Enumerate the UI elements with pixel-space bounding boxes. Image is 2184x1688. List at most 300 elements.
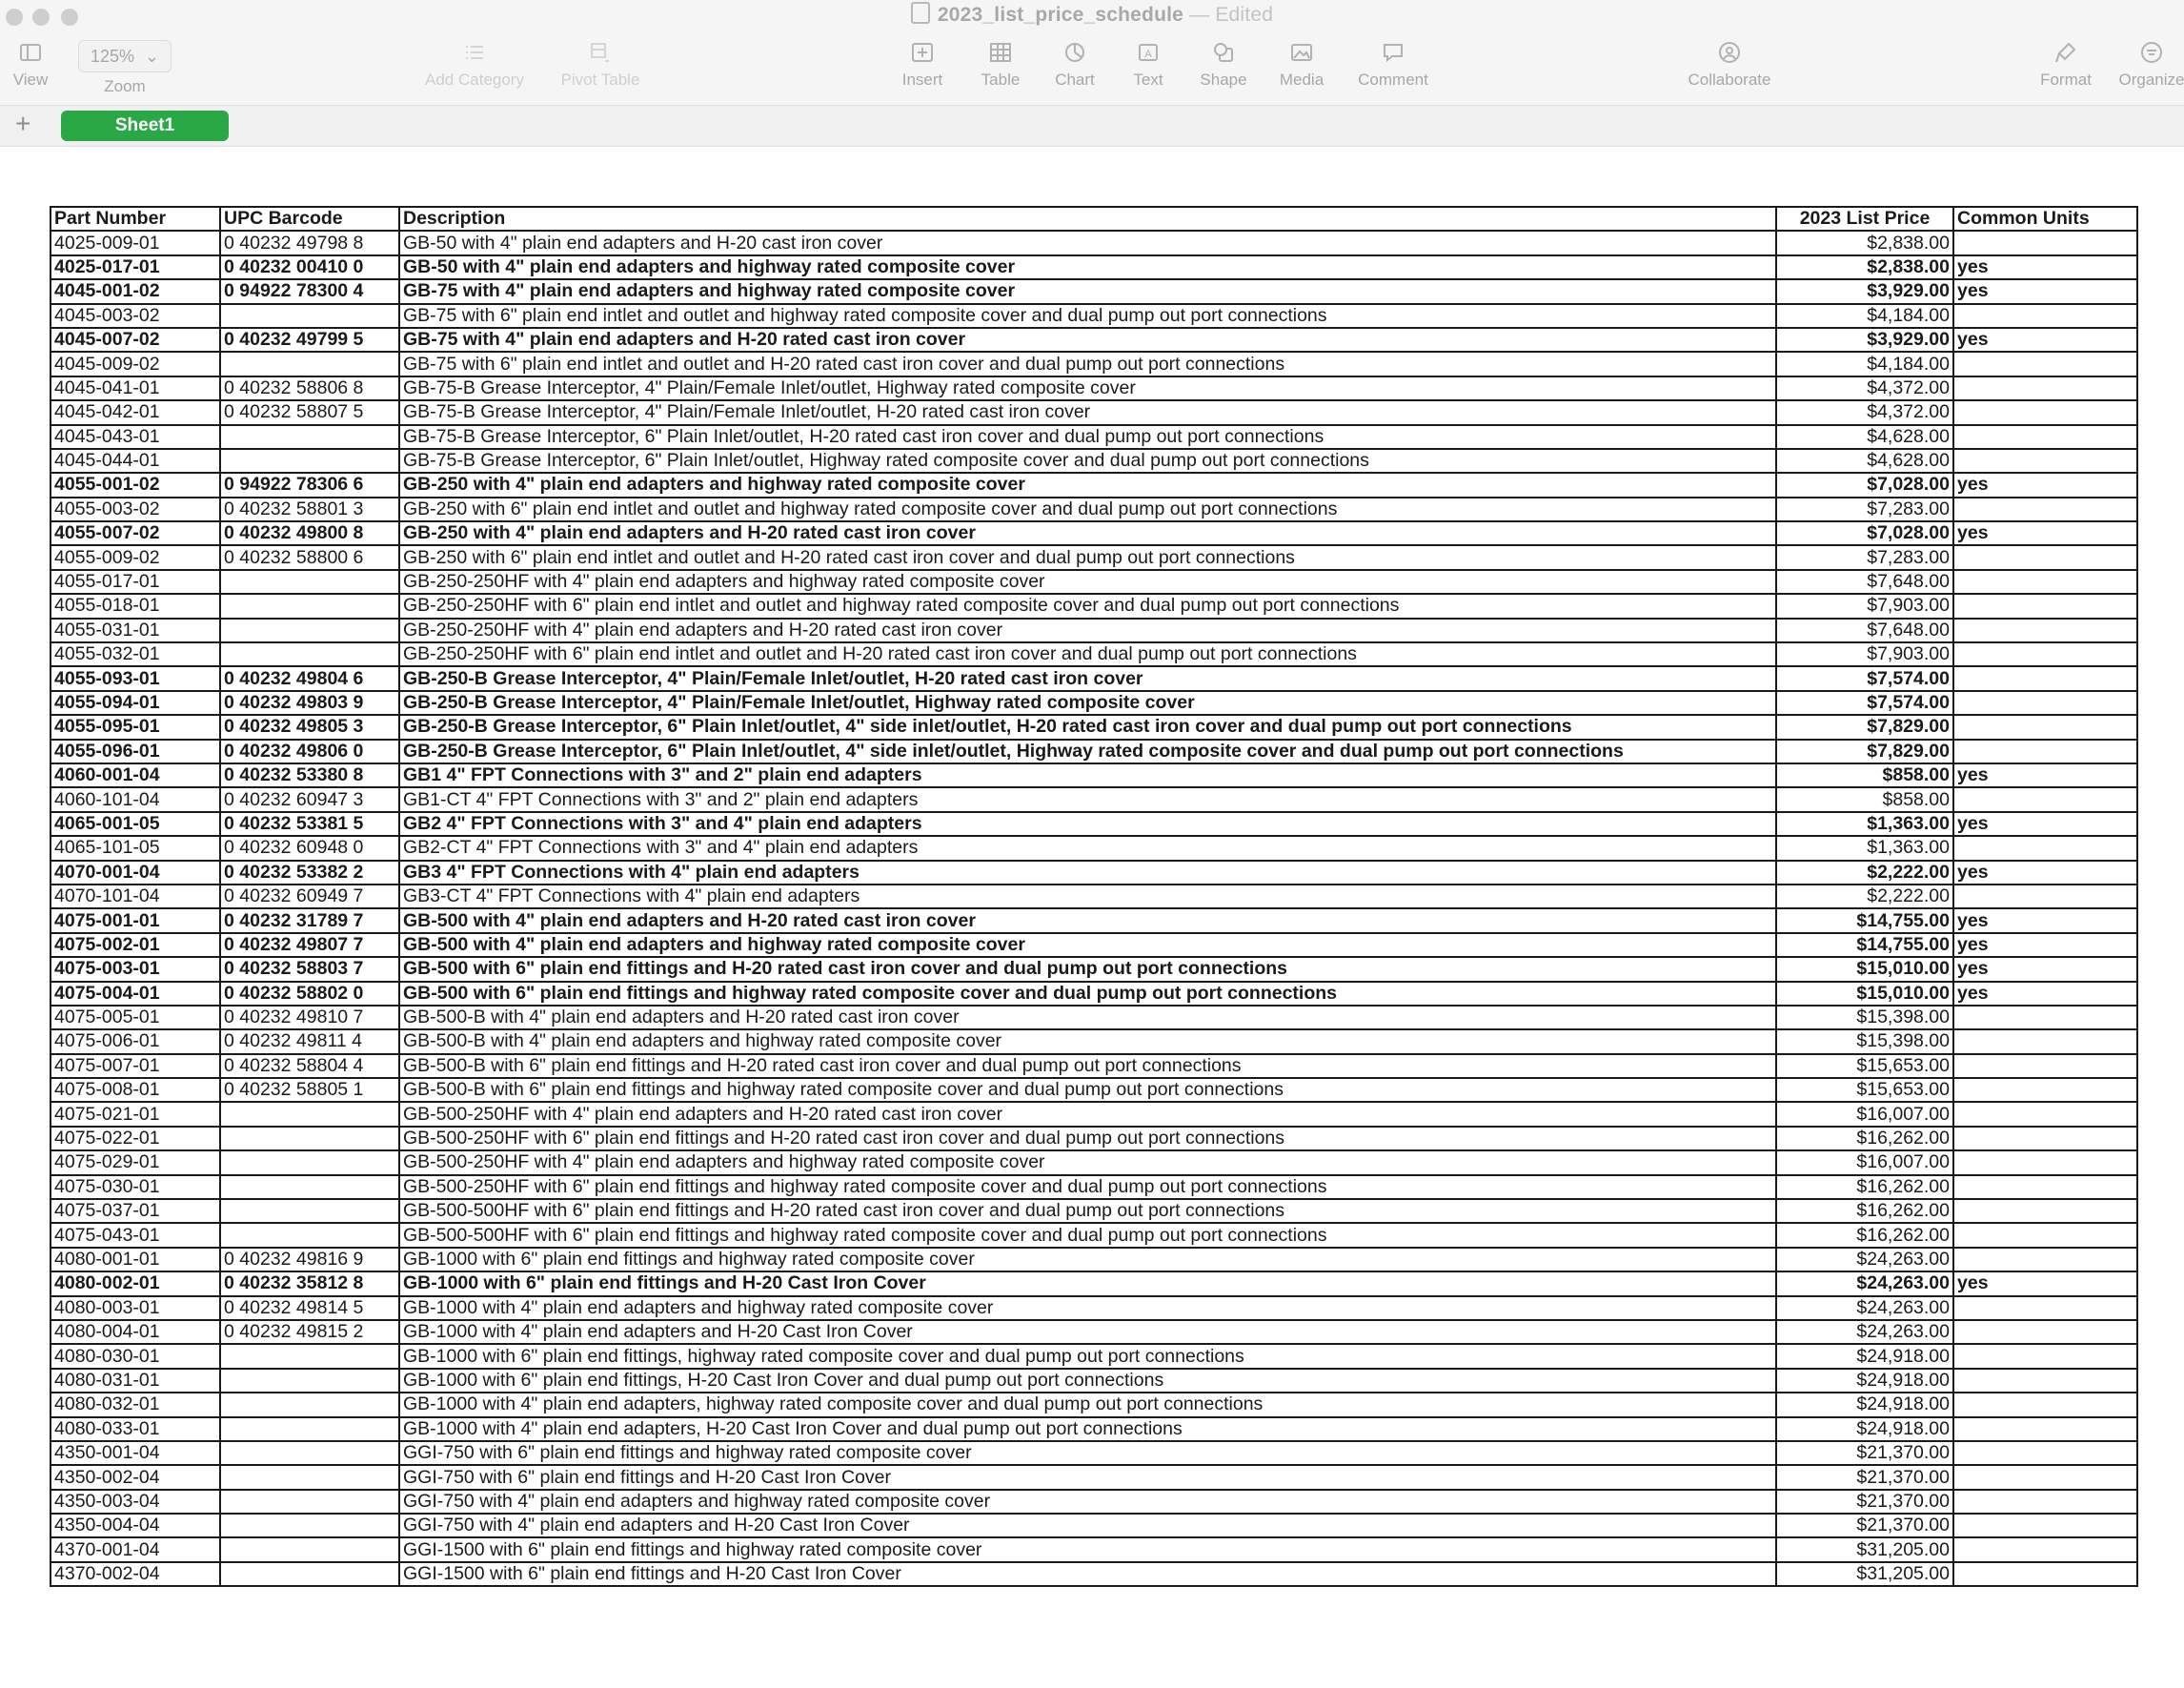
cell-description[interactable]: GB1-CT 4" FPT Connections with 3" and 2" plain end adapters bbox=[399, 787, 1776, 811]
cell-list-price[interactable]: $7,903.00 bbox=[1776, 642, 1953, 666]
zoom-select[interactable] bbox=[78, 40, 172, 72]
cell-list-price[interactable]: $31,205.00 bbox=[1776, 1562, 1953, 1586]
cell-common-units[interactable] bbox=[1953, 642, 2137, 666]
cell-description[interactable]: GB-250-250HF with 6" plain end intlet and outlet and H-20 rated cast iron cover and dual pump out port connections bbox=[399, 642, 1776, 666]
shape-button[interactable] bbox=[1195, 40, 1252, 90]
cell-description[interactable]: GB-1000 with 6" plain end fittings and highway rated composite cover bbox=[399, 1248, 1776, 1271]
cell-description[interactable]: GGI-750 with 4" plain end adapters and highway rated composite cover bbox=[399, 1490, 1776, 1514]
cell-common-units[interactable] bbox=[1953, 1490, 2137, 1514]
cell-common-units[interactable] bbox=[1953, 1150, 2137, 1174]
cell-common-units[interactable]: yes bbox=[1953, 521, 2137, 545]
cell-list-price[interactable]: $16,007.00 bbox=[1776, 1150, 1953, 1174]
cell-description[interactable]: GGI-750 with 6" plain end fittings and highway rated composite cover bbox=[399, 1441, 1776, 1465]
cell-list-price[interactable]: $858.00 bbox=[1776, 787, 1953, 811]
cell-common-units[interactable] bbox=[1953, 1344, 2137, 1368]
cell-list-price[interactable]: $15,010.00 bbox=[1776, 957, 1953, 981]
cell-upc-barcode[interactable]: 0 40232 58804 4 bbox=[220, 1054, 399, 1078]
cell-part-number[interactable]: 4075-002-01 bbox=[51, 933, 220, 957]
cell-part-number[interactable]: 4025-017-01 bbox=[51, 255, 220, 279]
cell-description[interactable]: GB-250-B Grease Interceptor, 6" Plain Inlet/outlet, 4" side inlet/outlet, H-20 rated cast iron cover and dual pump out port connections bbox=[399, 715, 1776, 739]
cell-common-units[interactable] bbox=[1953, 400, 2137, 424]
cell-description[interactable]: GB-50 with 4" plain end adapters and highway rated composite cover bbox=[399, 255, 1776, 279]
cell-description[interactable]: GB-1000 with 6" plain end fittings, highway rated composite cover and dual pump out port connections bbox=[399, 1344, 1776, 1368]
cell-list-price[interactable]: $31,205.00 bbox=[1776, 1537, 1953, 1561]
cell-list-price[interactable]: $7,829.00 bbox=[1776, 740, 1953, 763]
cell-description[interactable]: GB-250-250HF with 4" plain end adapters and H-20 rated cast iron cover bbox=[399, 619, 1776, 642]
cell-part-number[interactable]: 4080-002-01 bbox=[51, 1271, 220, 1295]
cell-common-units[interactable]: yes bbox=[1953, 933, 2137, 957]
cell-list-price[interactable]: $24,263.00 bbox=[1776, 1248, 1953, 1271]
header-part-number[interactable]: Part Number bbox=[51, 207, 220, 231]
table-button[interactable] bbox=[974, 40, 1027, 90]
cell-description[interactable]: GB3 4" FPT Connections with 4" plain end adapters bbox=[399, 861, 1776, 885]
cell-list-price[interactable]: $4,184.00 bbox=[1776, 352, 1953, 376]
cell-upc-barcode[interactable]: 0 40232 58805 1 bbox=[220, 1078, 399, 1102]
cell-upc-barcode[interactable]: 0 40232 49798 8 bbox=[220, 231, 399, 254]
cell-list-price[interactable]: $3,929.00 bbox=[1776, 279, 1953, 303]
cell-description[interactable]: GB-75 with 4" plain end adapters and highway rated composite cover bbox=[399, 279, 1776, 303]
cell-list-price[interactable]: $24,918.00 bbox=[1776, 1393, 1953, 1416]
cell-list-price[interactable]: $2,222.00 bbox=[1776, 885, 1953, 908]
cell-common-units[interactable]: yes bbox=[1953, 763, 2137, 787]
cell-part-number[interactable]: 4045-044-01 bbox=[51, 449, 220, 473]
cell-list-price[interactable]: $16,262.00 bbox=[1776, 1223, 1953, 1247]
cell-list-price[interactable]: $24,263.00 bbox=[1776, 1296, 1953, 1320]
cell-list-price[interactable]: $24,918.00 bbox=[1776, 1417, 1953, 1441]
media-button[interactable] bbox=[1275, 40, 1328, 90]
cell-list-price[interactable]: $15,653.00 bbox=[1776, 1054, 1953, 1078]
cell-list-price[interactable]: $4,372.00 bbox=[1776, 400, 1953, 424]
cell-list-price[interactable]: $4,628.00 bbox=[1776, 449, 1953, 473]
cell-part-number[interactable]: 4075-037-01 bbox=[51, 1199, 220, 1223]
cell-description[interactable]: GB-1000 with 6" plain end fittings, H-20 Cast Iron Cover and dual pump out port connections bbox=[399, 1369, 1776, 1393]
cell-common-units[interactable]: yes bbox=[1953, 982, 2137, 1006]
cell-description[interactable]: GB-1000 with 4" plain end adapters and highway rated composite cover bbox=[399, 1296, 1776, 1320]
cell-part-number[interactable]: 4055-017-01 bbox=[51, 570, 220, 594]
cell-upc-barcode[interactable]: 0 40232 60947 3 bbox=[220, 787, 399, 811]
cell-common-units[interactable] bbox=[1953, 1320, 2137, 1344]
cell-common-units[interactable] bbox=[1953, 1393, 2137, 1416]
cell-description[interactable]: GGI-1500 with 6" plain end fittings and highway rated composite cover bbox=[399, 1537, 1776, 1561]
cell-list-price[interactable]: $7,283.00 bbox=[1776, 498, 1953, 521]
cell-upc-barcode[interactable] bbox=[220, 1393, 399, 1416]
cell-common-units[interactable] bbox=[1953, 1248, 2137, 1271]
cell-upc-barcode[interactable]: 0 40232 49810 7 bbox=[220, 1006, 399, 1029]
cell-common-units[interactable] bbox=[1953, 1514, 2137, 1537]
cell-upc-barcode[interactable] bbox=[220, 1490, 399, 1514]
cell-upc-barcode[interactable] bbox=[220, 1537, 399, 1561]
cell-common-units[interactable] bbox=[1953, 1054, 2137, 1078]
cell-description[interactable]: GB2-CT 4" FPT Connections with 3" and 4" plain end adapters bbox=[399, 836, 1776, 860]
cell-upc-barcode[interactable]: 0 40232 53380 8 bbox=[220, 763, 399, 787]
cell-common-units[interactable]: yes bbox=[1953, 1271, 2137, 1295]
cell-list-price[interactable]: $16,262.00 bbox=[1776, 1127, 1953, 1150]
format-button[interactable] bbox=[2033, 40, 2098, 90]
cell-part-number[interactable]: 4075-022-01 bbox=[51, 1127, 220, 1150]
cell-upc-barcode[interactable]: 0 40232 58806 8 bbox=[220, 376, 399, 400]
cell-upc-barcode[interactable]: 0 40232 58802 0 bbox=[220, 982, 399, 1006]
cell-upc-barcode[interactable] bbox=[220, 304, 399, 328]
cell-upc-barcode[interactable]: 0 40232 49816 9 bbox=[220, 1248, 399, 1271]
cell-upc-barcode[interactable]: 0 40232 58801 3 bbox=[220, 498, 399, 521]
cell-part-number[interactable]: 4065-101-05 bbox=[51, 836, 220, 860]
collaborate-button[interactable] bbox=[1679, 40, 1780, 90]
cell-part-number[interactable]: 4045-001-02 bbox=[51, 279, 220, 303]
cell-upc-barcode[interactable] bbox=[220, 1175, 399, 1199]
cell-list-price[interactable]: $7,028.00 bbox=[1776, 473, 1953, 497]
cell-upc-barcode[interactable]: 0 40232 31789 7 bbox=[220, 908, 399, 932]
cell-description[interactable]: GGI-750 with 4" plain end adapters and H-20 Cast Iron Cover bbox=[399, 1514, 1776, 1537]
cell-list-price[interactable]: $24,263.00 bbox=[1776, 1271, 1953, 1295]
cell-list-price[interactable]: $3,929.00 bbox=[1776, 328, 1953, 352]
cell-description[interactable]: GB-1000 with 6" plain end fittings and H-20 Cast Iron Cover bbox=[399, 1271, 1776, 1295]
cell-upc-barcode[interactable] bbox=[220, 1441, 399, 1465]
cell-part-number[interactable]: 4080-003-01 bbox=[51, 1296, 220, 1320]
cell-description[interactable]: GB-250 with 4" plain end adapters and highway rated composite cover bbox=[399, 473, 1776, 497]
cell-common-units[interactable] bbox=[1953, 231, 2137, 254]
cell-part-number[interactable]: 4350-003-04 bbox=[51, 1490, 220, 1514]
cell-upc-barcode[interactable] bbox=[220, 1150, 399, 1174]
cell-description[interactable]: GB-75-B Grease Interceptor, 6" Plain Inlet/outlet, Highway rated composite cover and dual pump out port connections bbox=[399, 449, 1776, 473]
cell-part-number[interactable]: 4025-009-01 bbox=[51, 231, 220, 254]
cell-part-number[interactable]: 4060-101-04 bbox=[51, 787, 220, 811]
cell-description[interactable]: GB-250 with 4" plain end adapters and H-20 rated cast iron cover bbox=[399, 521, 1776, 545]
cell-common-units[interactable] bbox=[1953, 570, 2137, 594]
cell-common-units[interactable]: yes bbox=[1953, 861, 2137, 885]
cell-part-number[interactable]: 4350-004-04 bbox=[51, 1514, 220, 1537]
cell-common-units[interactable] bbox=[1953, 1029, 2137, 1053]
cell-upc-barcode[interactable] bbox=[220, 1369, 399, 1393]
cell-upc-barcode[interactable]: 0 40232 49805 3 bbox=[220, 715, 399, 739]
cell-common-units[interactable] bbox=[1953, 691, 2137, 715]
cell-part-number[interactable]: 4075-043-01 bbox=[51, 1223, 220, 1247]
cell-part-number[interactable]: 4055-031-01 bbox=[51, 619, 220, 642]
cell-part-number[interactable]: 4055-096-01 bbox=[51, 740, 220, 763]
cell-description[interactable]: GB-500-500HF with 6" plain end fittings and H-20 rated cast iron cover and dual pump out port connections bbox=[399, 1199, 1776, 1223]
cell-description[interactable]: GB-75-B Grease Interceptor, 6" Plain Inlet/outlet, H-20 rated cast iron cover and dual pump out port connections bbox=[399, 425, 1776, 449]
cell-list-price[interactable]: $21,370.00 bbox=[1776, 1514, 1953, 1537]
cell-part-number[interactable]: 4080-031-01 bbox=[51, 1369, 220, 1393]
cell-upc-barcode[interactable]: 0 40232 60948 0 bbox=[220, 836, 399, 860]
cell-part-number[interactable]: 4045-042-01 bbox=[51, 400, 220, 424]
cell-common-units[interactable] bbox=[1953, 1465, 2137, 1489]
cell-upc-barcode[interactable]: 0 40232 58800 6 bbox=[220, 545, 399, 569]
cell-common-units[interactable]: yes bbox=[1953, 812, 2137, 836]
cell-common-units[interactable] bbox=[1953, 885, 2137, 908]
cell-part-number[interactable]: 4350-001-04 bbox=[51, 1441, 220, 1465]
cell-upc-barcode[interactable]: 0 94922 78306 6 bbox=[220, 473, 399, 497]
cell-part-number[interactable]: 4055-095-01 bbox=[51, 715, 220, 739]
cell-part-number[interactable]: 4350-002-04 bbox=[51, 1465, 220, 1489]
cell-common-units[interactable] bbox=[1953, 715, 2137, 739]
cell-description[interactable]: GB-75-B Grease Interceptor, 4" Plain/Female Inlet/outlet, H-20 rated cast iron cover bbox=[399, 400, 1776, 424]
cell-list-price[interactable]: $7,574.00 bbox=[1776, 666, 1953, 690]
price-table[interactable] bbox=[50, 206, 2138, 1587]
cell-description[interactable]: GB-250-250HF with 6" plain end intlet and outlet and highway rated composite cover and dual pump out port connections bbox=[399, 594, 1776, 618]
cell-description[interactable]: GB-250-B Grease Interceptor, 4" Plain/Female Inlet/outlet, Highway rated composite cover bbox=[399, 691, 1776, 715]
cell-part-number[interactable]: 4070-101-04 bbox=[51, 885, 220, 908]
cell-part-number[interactable]: 4075-021-01 bbox=[51, 1102, 220, 1126]
cell-common-units[interactable] bbox=[1953, 787, 2137, 811]
cell-upc-barcode[interactable] bbox=[220, 570, 399, 594]
cell-part-number[interactable]: 4075-008-01 bbox=[51, 1078, 220, 1102]
cell-list-price[interactable]: $16,262.00 bbox=[1776, 1175, 1953, 1199]
cell-upc-barcode[interactable]: 0 40232 49804 6 bbox=[220, 666, 399, 690]
cell-description[interactable]: GB-500-250HF with 6" plain end fittings and highway rated composite cover and dual pump out port connections bbox=[399, 1175, 1776, 1199]
cell-common-units[interactable] bbox=[1953, 425, 2137, 449]
cell-part-number[interactable]: 4055-093-01 bbox=[51, 666, 220, 690]
organize-button[interactable] bbox=[2113, 40, 2184, 90]
cell-list-price[interactable]: $7,283.00 bbox=[1776, 545, 1953, 569]
cell-list-price[interactable]: $15,010.00 bbox=[1776, 982, 1953, 1006]
cell-description[interactable]: GB-500-B with 6" plain end fittings and H-20 rated cast iron cover and dual pump out port connections bbox=[399, 1054, 1776, 1078]
cell-upc-barcode[interactable]: 0 40232 00410 0 bbox=[220, 255, 399, 279]
cell-description[interactable]: GB-500-500HF with 6" plain end fittings and highway rated composite cover and dual pump out port connections bbox=[399, 1223, 1776, 1247]
cell-description[interactable]: GB-500-250HF with 6" plain end fittings and H-20 rated cast iron cover and dual pump out port connections bbox=[399, 1127, 1776, 1150]
cell-upc-barcode[interactable]: 0 40232 49814 5 bbox=[220, 1296, 399, 1320]
cell-common-units[interactable] bbox=[1953, 1127, 2137, 1150]
pivot-table-button[interactable] bbox=[553, 40, 648, 90]
cell-list-price[interactable]: $24,918.00 bbox=[1776, 1344, 1953, 1368]
cell-upc-barcode[interactable] bbox=[220, 1344, 399, 1368]
cell-list-price[interactable]: $7,648.00 bbox=[1776, 619, 1953, 642]
cell-upc-barcode[interactable] bbox=[220, 1562, 399, 1586]
cell-upc-barcode[interactable] bbox=[220, 449, 399, 473]
cell-common-units[interactable] bbox=[1953, 376, 2137, 400]
header-description[interactable]: Description bbox=[399, 207, 1776, 231]
cell-upc-barcode[interactable] bbox=[220, 1417, 399, 1441]
cell-upc-barcode[interactable] bbox=[220, 594, 399, 618]
cell-common-units[interactable]: yes bbox=[1953, 473, 2137, 497]
cell-description[interactable]: GB-500-250HF with 4" plain end adapters and highway rated composite cover bbox=[399, 1150, 1776, 1174]
cell-common-units[interactable] bbox=[1953, 1562, 2137, 1586]
cell-description[interactable]: GGI-750 with 6" plain end fittings and H-20 Cast Iron Cover bbox=[399, 1465, 1776, 1489]
header-upc-barcode[interactable]: UPC Barcode bbox=[220, 207, 399, 231]
cell-upc-barcode[interactable]: 0 40232 49811 4 bbox=[220, 1029, 399, 1053]
cell-list-price[interactable]: $4,184.00 bbox=[1776, 304, 1953, 328]
cell-part-number[interactable]: 4075-005-01 bbox=[51, 1006, 220, 1029]
cell-description[interactable]: GB-500 with 6" plain end fittings and highway rated composite cover and dual pump out port connections bbox=[399, 982, 1776, 1006]
cell-description[interactable]: GB-500-B with 6" plain end fittings and highway rated composite cover and dual pump out port connections bbox=[399, 1078, 1776, 1102]
cell-description[interactable]: GB-500 with 4" plain end adapters and H-20 rated cast iron cover bbox=[399, 908, 1776, 932]
cell-upc-barcode[interactable]: 0 40232 58807 5 bbox=[220, 400, 399, 424]
cell-part-number[interactable]: 4055-094-01 bbox=[51, 691, 220, 715]
cell-upc-barcode[interactable] bbox=[220, 1465, 399, 1489]
cell-common-units[interactable] bbox=[1953, 1102, 2137, 1126]
cell-common-units[interactable] bbox=[1953, 594, 2137, 618]
cell-description[interactable]: GB2 4" FPT Connections with 3" and 4" plain end adapters bbox=[399, 812, 1776, 836]
cell-upc-barcode[interactable] bbox=[220, 1223, 399, 1247]
text-button[interactable] bbox=[1124, 40, 1172, 90]
cell-upc-barcode[interactable]: 0 40232 49800 8 bbox=[220, 521, 399, 545]
cell-description[interactable]: GB-500 with 4" plain end adapters and highway rated composite cover bbox=[399, 933, 1776, 957]
cell-list-price[interactable]: $1,363.00 bbox=[1776, 812, 1953, 836]
cell-part-number[interactable]: 4075-004-01 bbox=[51, 982, 220, 1006]
cell-common-units[interactable] bbox=[1953, 352, 2137, 376]
cell-description[interactable]: GB-75-B Grease Interceptor, 4" Plain/Female Inlet/outlet, Highway rated composite cover bbox=[399, 376, 1776, 400]
cell-upc-barcode[interactable] bbox=[220, 1102, 399, 1126]
cell-common-units[interactable] bbox=[1953, 1537, 2137, 1561]
cell-description[interactable]: GB-500-B with 4" plain end adapters and highway rated composite cover bbox=[399, 1029, 1776, 1053]
cell-upc-barcode[interactable] bbox=[220, 1514, 399, 1537]
cell-common-units[interactable] bbox=[1953, 740, 2137, 763]
cell-part-number[interactable]: 4080-033-01 bbox=[51, 1417, 220, 1441]
cell-description[interactable]: GGI-1500 with 6" plain end fittings and H-20 Cast Iron Cover bbox=[399, 1562, 1776, 1586]
cell-part-number[interactable]: 4070-001-04 bbox=[51, 861, 220, 885]
cell-upc-barcode[interactable] bbox=[220, 1199, 399, 1223]
cell-common-units[interactable] bbox=[1953, 545, 2137, 569]
cell-upc-barcode[interactable]: 0 40232 53381 5 bbox=[220, 812, 399, 836]
cell-list-price[interactable]: $15,398.00 bbox=[1776, 1029, 1953, 1053]
cell-common-units[interactable]: yes bbox=[1953, 957, 2137, 981]
cell-part-number[interactable]: 4045-007-02 bbox=[51, 328, 220, 352]
header-common-units[interactable]: Common Units bbox=[1953, 207, 2137, 231]
cell-part-number[interactable]: 4370-001-04 bbox=[51, 1537, 220, 1561]
cell-part-number[interactable]: 4045-003-02 bbox=[51, 304, 220, 328]
cell-part-number[interactable]: 4045-041-01 bbox=[51, 376, 220, 400]
cell-common-units[interactable]: yes bbox=[1953, 279, 2137, 303]
cell-list-price[interactable]: $16,262.00 bbox=[1776, 1199, 1953, 1223]
cell-upc-barcode[interactable] bbox=[220, 642, 399, 666]
cell-upc-barcode[interactable] bbox=[220, 1127, 399, 1150]
cell-part-number[interactable]: 4075-006-01 bbox=[51, 1029, 220, 1053]
cell-upc-barcode[interactable]: 0 94922 78300 4 bbox=[220, 279, 399, 303]
cell-upc-barcode[interactable]: 0 40232 35812 8 bbox=[220, 1271, 399, 1295]
cell-part-number[interactable]: 4065-001-05 bbox=[51, 812, 220, 836]
cell-list-price[interactable]: $7,829.00 bbox=[1776, 715, 1953, 739]
cell-part-number[interactable]: 4055-001-02 bbox=[51, 473, 220, 497]
cell-list-price[interactable]: $858.00 bbox=[1776, 763, 1953, 787]
cell-upc-barcode[interactable]: 0 40232 60949 7 bbox=[220, 885, 399, 908]
cell-common-units[interactable]: yes bbox=[1953, 255, 2137, 279]
cell-part-number[interactable]: 4075-001-01 bbox=[51, 908, 220, 932]
cell-list-price[interactable]: $4,628.00 bbox=[1776, 425, 1953, 449]
cell-description[interactable]: GB-1000 with 4" plain end adapters and H-20 Cast Iron Cover bbox=[399, 1320, 1776, 1344]
cell-list-price[interactable]: $21,370.00 bbox=[1776, 1465, 1953, 1489]
cell-description[interactable]: GB-250 with 6" plain end intlet and outlet and H-20 rated cast iron cover and dual pump out port connections bbox=[399, 545, 1776, 569]
cell-part-number[interactable]: 4055-032-01 bbox=[51, 642, 220, 666]
cell-common-units[interactable]: yes bbox=[1953, 328, 2137, 352]
cell-part-number[interactable]: 4055-009-02 bbox=[51, 545, 220, 569]
cell-part-number[interactable]: 4055-007-02 bbox=[51, 521, 220, 545]
cell-list-price[interactable]: $1,363.00 bbox=[1776, 836, 1953, 860]
insert-button[interactable] bbox=[896, 40, 949, 90]
cell-list-price[interactable]: $24,263.00 bbox=[1776, 1320, 1953, 1344]
cell-part-number[interactable]: 4370-002-04 bbox=[51, 1562, 220, 1586]
cell-common-units[interactable] bbox=[1953, 1006, 2137, 1029]
cell-description[interactable]: GB-75 with 6" plain end intlet and outlet and H-20 rated cast iron cover and dual pump out port connections bbox=[399, 352, 1776, 376]
cell-description[interactable]: GB-75 with 4" plain end adapters and H-20 rated cast iron cover bbox=[399, 328, 1776, 352]
cell-description[interactable]: GB-250-B Grease Interceptor, 4" Plain/Female Inlet/outlet, H-20 rated cast iron cover bbox=[399, 666, 1776, 690]
cell-part-number[interactable]: 4075-029-01 bbox=[51, 1150, 220, 1174]
cell-description[interactable]: GB-500-B with 4" plain end adapters and H-20 rated cast iron cover bbox=[399, 1006, 1776, 1029]
cell-description[interactable]: GB-1000 with 4" plain end adapters, highway rated composite cover and dual pump out port connections bbox=[399, 1393, 1776, 1416]
cell-common-units[interactable] bbox=[1953, 836, 2137, 860]
cell-common-units[interactable] bbox=[1953, 304, 2137, 328]
cell-common-units[interactable] bbox=[1953, 1417, 2137, 1441]
cell-part-number[interactable]: 4075-007-01 bbox=[51, 1054, 220, 1078]
cell-list-price[interactable]: $21,370.00 bbox=[1776, 1441, 1953, 1465]
cell-list-price[interactable]: $15,398.00 bbox=[1776, 1006, 1953, 1029]
cell-list-price[interactable]: $2,838.00 bbox=[1776, 231, 1953, 254]
cell-common-units[interactable] bbox=[1953, 619, 2137, 642]
cell-description[interactable]: GB-250-B Grease Interceptor, 6" Plain Inlet/outlet, 4" side inlet/outlet, Highway rated composite cover and dual pump out port connections bbox=[399, 740, 1776, 763]
cell-upc-barcode[interactable]: 0 40232 49806 0 bbox=[220, 740, 399, 763]
cell-part-number[interactable]: 4080-030-01 bbox=[51, 1344, 220, 1368]
header-list-price[interactable]: 2023 List Price bbox=[1776, 207, 1953, 231]
cell-list-price[interactable]: $24,918.00 bbox=[1776, 1369, 1953, 1393]
cell-common-units[interactable] bbox=[1953, 1199, 2137, 1223]
cell-description[interactable]: GB-75 with 6" plain end intlet and outlet and highway rated composite cover and dual pump out port connections bbox=[399, 304, 1776, 328]
cell-common-units[interactable] bbox=[1953, 1296, 2137, 1320]
comment-button[interactable] bbox=[1351, 40, 1435, 90]
cell-part-number[interactable]: 4055-018-01 bbox=[51, 594, 220, 618]
cell-description[interactable]: GB-250-250HF with 4" plain end adapters and highway rated composite cover bbox=[399, 570, 1776, 594]
view-button[interactable] bbox=[8, 40, 53, 90]
cell-common-units[interactable] bbox=[1953, 666, 2137, 690]
cell-common-units[interactable] bbox=[1953, 1175, 2137, 1199]
cell-common-units[interactable] bbox=[1953, 449, 2137, 473]
cell-upc-barcode[interactable] bbox=[220, 425, 399, 449]
cell-description[interactable]: GB-1000 with 4" plain end adapters, H-20 Cast Iron Cover and dual pump out port connections bbox=[399, 1417, 1776, 1441]
cell-list-price[interactable]: $7,903.00 bbox=[1776, 594, 1953, 618]
add-category-button[interactable] bbox=[415, 40, 534, 90]
cell-upc-barcode[interactable]: 0 40232 58803 7 bbox=[220, 957, 399, 981]
cell-common-units[interactable] bbox=[1953, 498, 2137, 521]
cell-upc-barcode[interactable] bbox=[220, 619, 399, 642]
cell-upc-barcode[interactable]: 0 40232 53382 2 bbox=[220, 861, 399, 885]
sheet-tab-sheet1[interactable]: Sheet1 bbox=[61, 111, 229, 141]
cell-list-price[interactable]: $21,370.00 bbox=[1776, 1490, 1953, 1514]
cell-upc-barcode[interactable] bbox=[220, 352, 399, 376]
cell-part-number[interactable]: 4080-004-01 bbox=[51, 1320, 220, 1344]
cell-list-price[interactable]: $14,755.00 bbox=[1776, 908, 1953, 932]
cell-list-price[interactable]: $7,574.00 bbox=[1776, 691, 1953, 715]
add-sheet-button[interactable]: + bbox=[15, 109, 31, 138]
cell-list-price[interactable]: $15,653.00 bbox=[1776, 1078, 1953, 1102]
cell-upc-barcode[interactable]: 0 40232 49807 7 bbox=[220, 933, 399, 957]
cell-list-price[interactable]: $16,007.00 bbox=[1776, 1102, 1953, 1126]
cell-common-units[interactable] bbox=[1953, 1369, 2137, 1393]
cell-upc-barcode[interactable]: 0 40232 49799 5 bbox=[220, 328, 399, 352]
cell-common-units[interactable]: yes bbox=[1953, 908, 2137, 932]
cell-description[interactable]: GB3-CT 4" FPT Connections with 4" plain end adapters bbox=[399, 885, 1776, 908]
cell-list-price[interactable]: $4,372.00 bbox=[1776, 376, 1953, 400]
cell-common-units[interactable] bbox=[1953, 1078, 2137, 1102]
cell-part-number[interactable]: 4045-009-02 bbox=[51, 352, 220, 376]
cell-part-number[interactable]: 4075-003-01 bbox=[51, 957, 220, 981]
cell-description[interactable]: GB-500-250HF with 4" plain end adapters and H-20 rated cast iron cover bbox=[399, 1102, 1776, 1126]
cell-part-number[interactable]: 4080-001-01 bbox=[51, 1248, 220, 1271]
cell-list-price[interactable]: $14,755.00 bbox=[1776, 933, 1953, 957]
cell-upc-barcode[interactable]: 0 40232 49803 9 bbox=[220, 691, 399, 715]
cell-common-units[interactable] bbox=[1953, 1223, 2137, 1247]
cell-description[interactable]: GB1 4" FPT Connections with 3" and 2" plain end adapters bbox=[399, 763, 1776, 787]
cell-list-price[interactable]: $2,222.00 bbox=[1776, 861, 1953, 885]
cell-upc-barcode[interactable]: 0 40232 49815 2 bbox=[220, 1320, 399, 1344]
cell-part-number[interactable]: 4045-043-01 bbox=[51, 425, 220, 449]
document-name[interactable]: 2023_list_price_schedule bbox=[937, 4, 1184, 26]
cell-description[interactable]: GB-250 with 6" plain end intlet and outlet and highway rated composite cover and dual pump out port connections bbox=[399, 498, 1776, 521]
cell-description[interactable]: GB-500 with 6" plain end fittings and H-20 rated cast iron cover and dual pump out port connections bbox=[399, 957, 1776, 981]
cell-part-number[interactable]: 4075-030-01 bbox=[51, 1175, 220, 1199]
chart-button[interactable] bbox=[1050, 40, 1100, 90]
cell-description[interactable]: GB-50 with 4" plain end adapters and H-20 cast iron cover bbox=[399, 231, 1776, 254]
cell-part-number[interactable]: 4080-032-01 bbox=[51, 1393, 220, 1416]
cell-part-number[interactable]: 4055-003-02 bbox=[51, 498, 220, 521]
cell-list-price[interactable]: $2,838.00 bbox=[1776, 255, 1953, 279]
cell-common-units[interactable] bbox=[1953, 1441, 2137, 1465]
